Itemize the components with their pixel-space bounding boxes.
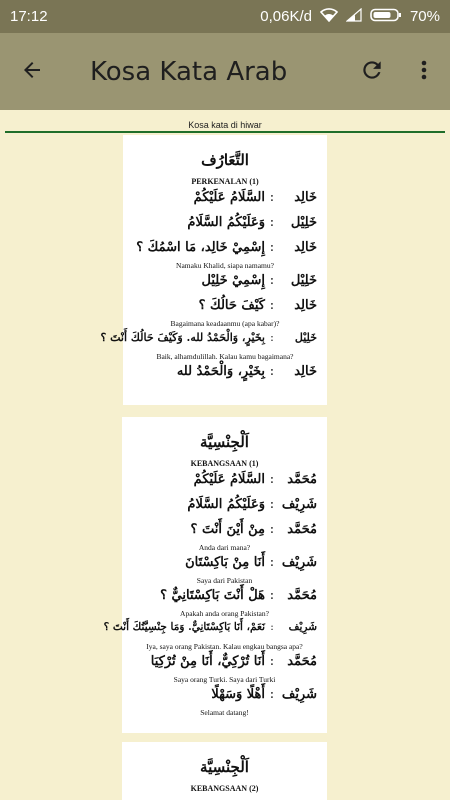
arrow-back-icon [20, 58, 44, 86]
dialogue-line: خَلِيْل : بِخَيْرٍ، وَالْحَمْدُ لله. وَكَيْفَ حَالُكَ أَنْتَ ؟ [100, 331, 317, 344]
utterance: بِخَيْرٍ، وَالْحَمْدُ لله. وَكَيْفَ حَالُكَ أَنْتَ ؟ [100, 331, 265, 344]
section-divider [5, 131, 445, 133]
wifi-icon [320, 8, 338, 26]
lesson-card [103, 417, 327, 733]
dialogue-line: خَالِد : إِسْمِيْ خَالِد، مَا اسْمُكَ ؟ [133, 240, 317, 265]
dialogue-line: شَرِيْف : نَعَمْ، أَنَا بَاكِسْتَانِيٌّ. وَمَا جِنْسِيَّتُكَ أَنْتَ ؟ [103, 621, 317, 633]
dialogue-line: مُحَمَّد : السَّلَامُ عَلَيْكُمْ [132, 472, 317, 497]
dialogue-line: مُحَمَّد : أَنَا تُرْكِيٌّ، أَنَا مِنْ تُرْكِيَا [132, 654, 317, 679]
utterance: بِخَيْرٍ، وَالْحَمْدُ لله [176, 364, 265, 379]
dialogue-line: خَالِد : كَيْفَ حَالُكَ ؟ [133, 298, 317, 323]
speaker-name: خَالِد [294, 190, 317, 205]
translation: Iya, saya orang Pakistan. Kalau engkau bangsa apa? [146, 642, 303, 651]
speaker-name: شَرِيْف [288, 621, 317, 633]
utterance: نَعَمْ، أَنَا بَاكِسْتَانِيٌّ. وَمَا جِنْسِيَّتُكَ أَنْتَ ؟ [103, 621, 265, 633]
speaker-name: مُحَمَّد [287, 472, 317, 487]
utterance: السَّلَامُ عَلَيْكُمْ [193, 472, 265, 487]
lesson-title: KEBANGSAAN (2) [190, 784, 259, 793]
speaker-name: مُحَمَّد [287, 654, 317, 669]
translation: Selamat datang! [200, 708, 249, 717]
dialogue-line: شَرِيْف : أَهْلًا وَسَهْلًا [132, 687, 317, 712]
speaker-name: مُحَمَّد [287, 522, 317, 537]
dialogue-line: مُحَمَّد : مِنْ أَيْنَ أَنْتَ ؟ [132, 522, 317, 547]
refresh-button[interactable] [346, 33, 398, 110]
battery-icon [370, 8, 402, 26]
status-time: 17:12 [10, 8, 48, 25]
lesson-title: KEBANGSAAN (1) [190, 459, 259, 468]
dialogue-line: خَالِد : السَّلَامُ عَلَيْكُمْ [133, 190, 317, 215]
app-actions [346, 33, 450, 110]
lesson-title-arabic: التَّعَارُف [201, 151, 249, 169]
lesson-card [100, 135, 327, 405]
dialogue-line: شَرِيْف : أَنَا مِنْ بَاكِسْتَانَ [132, 555, 317, 580]
dialogue-line: مُحَمَّد : هَلْ أَنْتَ بَاكِسْتَانِيٌّ ؟ [132, 588, 317, 613]
translation: Saya orang Turki. Saya dari Turki [173, 675, 276, 684]
utterance: إِسْمِيْ خَالِد، مَا اسْمُكَ ؟ [136, 240, 265, 255]
more-menu-button[interactable] [398, 33, 450, 110]
translation: Bagaimana keadaanmu (apa kabar)? [170, 319, 280, 328]
speaker-name: شَرِيْف [281, 497, 317, 512]
translation: Anda dari mana? [198, 543, 251, 552]
lesson-title-arabic: اَلْجِنْسِيَّة [200, 433, 249, 451]
utterance: أَنَا مِنْ بَاكِسْتَانَ [185, 555, 265, 570]
speaker-name: خَالِد [294, 364, 317, 379]
refresh-icon [359, 57, 385, 87]
signal-icon [346, 8, 362, 26]
translation: Namaku Khalid, siapa namamu? [176, 261, 274, 270]
utterance: مِنْ أَيْنَ أَنْتَ ؟ [190, 522, 265, 537]
speaker-name: خَالِد [294, 298, 317, 313]
translation: Apakah anda orang Pakistan? [180, 609, 269, 618]
speaker-name: خَلِيْل [290, 215, 317, 230]
lesson-title: PERKENALAN (1) [191, 177, 259, 186]
speaker-name: خَلِيْل [290, 273, 317, 288]
speaker-name: مُحَمَّد [287, 588, 317, 603]
dialogue-line: خَالِد : بِخَيْرٍ، وَالْحَمْدُ لله [133, 364, 317, 389]
utterance: إِسْمِيْ خَلِيْل [201, 273, 265, 288]
translation: Saya dari Pakistan [196, 576, 253, 585]
utterance: هَلْ أَنْتَ بَاكِسْتَانِيٌّ ؟ [160, 588, 265, 603]
content-scroll[interactable] [0, 110, 450, 800]
app-title: Kosa Kata Arab [90, 56, 288, 87]
utterance: أَنَا تُرْكِيٌّ، أَنَا مِنْ تُرْكِيَا [150, 654, 265, 669]
dialogue-line: خَلِيْل : إِسْمِيْ خَلِيْل [133, 273, 317, 298]
speaker-name: خَالِد [294, 240, 317, 255]
utterance: وَعَلَيْكُمُ السَّلَامُ [187, 215, 265, 230]
lesson-title-arabic: اَلْجِنْسِيَّة [200, 758, 249, 776]
speaker-name: شَرِيْف [281, 687, 317, 702]
speaker-name: شَرِيْف [281, 555, 317, 570]
utterance: كَيْفَ حَالُكَ ؟ [198, 298, 265, 313]
status-bar [0, 0, 450, 33]
utterance: وَعَلَيْكُمُ السَّلَامُ [187, 497, 265, 512]
back-button[interactable] [0, 33, 64, 110]
utterance: السَّلَامُ عَلَيْكُمْ [193, 190, 265, 205]
utterance: أَهْلًا وَسَهْلًا [211, 687, 265, 702]
dialogue-line: خَلِيْل : وَعَلَيْكُمُ السَّلَامُ [133, 215, 317, 240]
app-bar [0, 33, 450, 110]
translation: Baik, alhamdulillah. Kalau kamu bagaimana? [156, 352, 294, 361]
network-speed: 0,06K/d [260, 8, 312, 25]
lesson-card [122, 742, 327, 800]
dialogue-line: شَرِيْف : وَعَلَيْكُمُ السَّلَامُ [132, 497, 317, 522]
speaker-name: خَلِيْل [294, 331, 317, 344]
more-vert-icon [420, 58, 428, 86]
battery-level: 70% [409, 8, 440, 25]
status-indicators [260, 8, 440, 26]
section-header: Kosa kata di hiwar [188, 120, 262, 130]
